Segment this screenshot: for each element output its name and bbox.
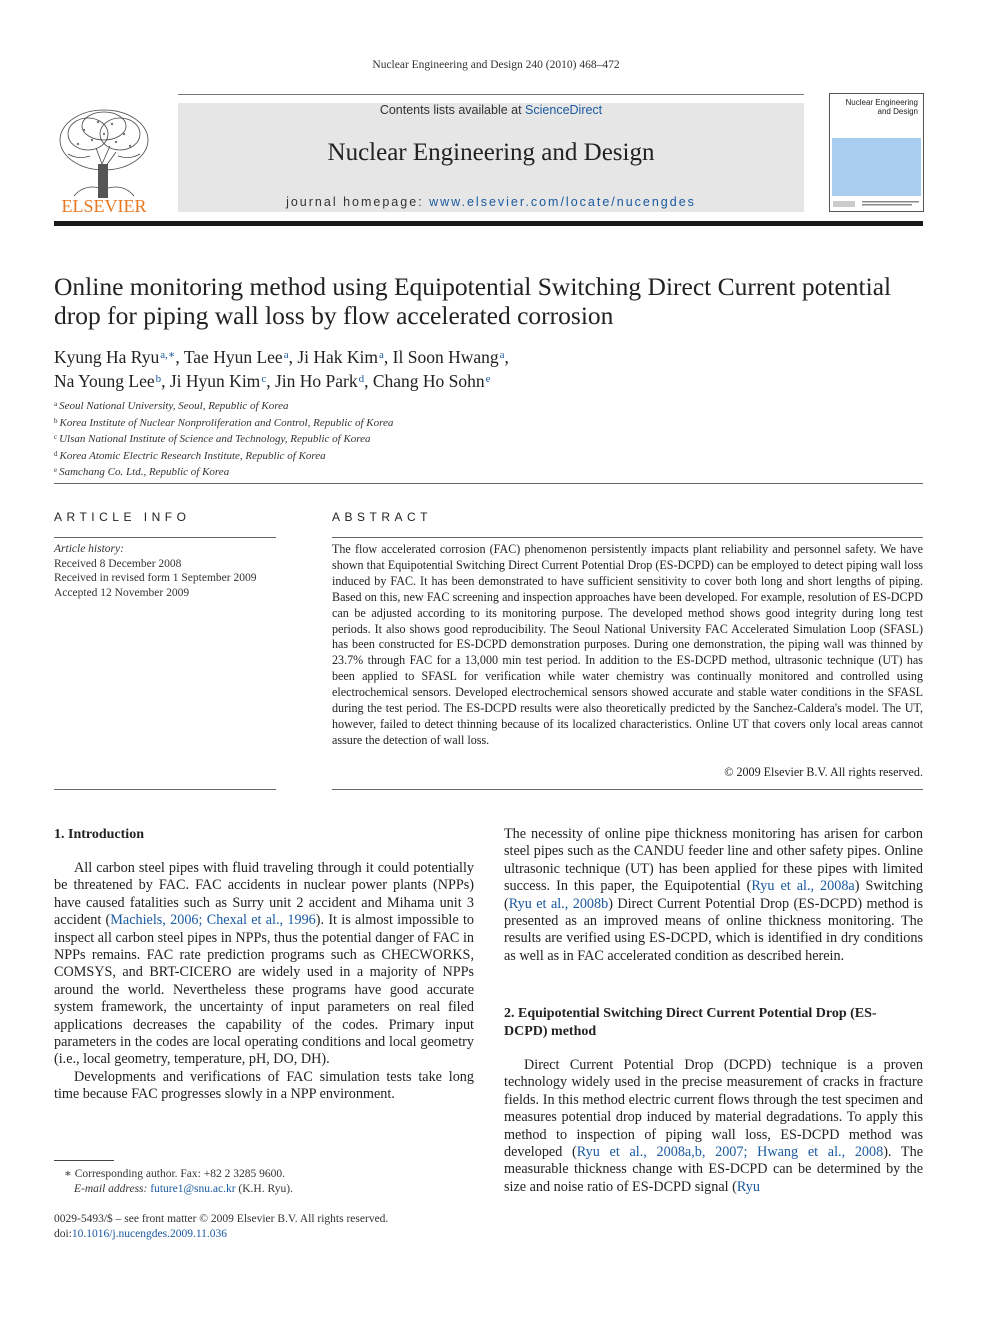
- received-date: Received 8 December 2008: [54, 557, 182, 570]
- affiliation-marker[interactable]: a: [379, 349, 384, 361]
- header-divider: [54, 221, 923, 226]
- citation-link[interactable]: Machiels, 2006; Chexal et al., 1996: [110, 912, 316, 929]
- section-1-continued: [504, 826, 923, 965]
- affiliation-key: a: [54, 400, 58, 408]
- citation-link[interactable]: Ryu et al., 2008a,b, 2007; Hwang et al., 2008: [576, 1144, 884, 1161]
- revised-date: Received in revised form 1 September 2009: [54, 572, 257, 584]
- doi-line: [54, 1227, 484, 1242]
- article-history: [54, 542, 276, 600]
- author: [54, 347, 175, 367]
- author: [373, 371, 491, 391]
- footnote-rule: [54, 1160, 114, 1161]
- affiliation-marker[interactable]: d: [358, 373, 365, 385]
- corresponding-author-footnote: [54, 1167, 484, 1196]
- author-name: Na Young Lee: [54, 371, 155, 391]
- author-name: Chang Ho Sohn: [372, 371, 485, 391]
- email-link[interactable]: future1@snu.ac.kr: [150, 1182, 236, 1195]
- affiliation-marker[interactable]: e: [485, 373, 491, 385]
- text-run: ). It is almost impossible to inspect all carbon steel pipes in NPPs, thus the potential danger of FAC in NPPs remains. FAC rate prediction programs such as CHECWORKS, COMSYS, and BRT-CICERO are widely used in a majority of NPPs around the world. Nevertheless these programs have good accurate system framework, the uncertainty of input parameters on real filed applications decreases the capability of the codes. Primary input parameters in the codes are local operating conditions and local geometry (i.e., local geometry, temperature, pH, DO, DH).: [54, 912, 474, 1068]
- affiliation-item: [54, 414, 754, 431]
- author: [184, 347, 289, 367]
- author: [54, 371, 161, 391]
- author-name: Tae Hyun Lee: [183, 347, 283, 367]
- author-name: Ji Hyun Kim: [169, 371, 261, 391]
- article-info-bottom-rule: [54, 789, 276, 790]
- author-name: Il Soon Hwang: [392, 347, 499, 367]
- affiliation-text: Samchang Co. Ltd., Republic of Korea: [59, 466, 230, 478]
- affiliation-item: [54, 430, 754, 447]
- author: [393, 347, 505, 367]
- text-run: ). The measurable thickness change with ES-DCPD can be determined by the size and noise ratio of ES-DCPD signal (: [504, 1144, 923, 1195]
- abstract-rule: [332, 537, 923, 538]
- text-run: Direct Current Potential Drop (DCPD) technique is a proven technology widely used in the precise measurement of cracks in fracture fields. In this method electric current flows through the test specimen and measures potential drop induced by material degradations. To apply this method to inspection of piping wall loss, ES-DCPD method was developed (: [504, 1057, 923, 1161]
- homepage-line: [178, 195, 804, 209]
- paragraph: [54, 860, 474, 1069]
- affiliation-text: Seoul National University, Seoul, Republic of Korea: [59, 400, 289, 412]
- affiliation-key: e: [54, 466, 58, 474]
- section-2-heading: 2. Equipotential Switching Direct Current Potential Drop (ES-DCPD) method: [504, 1006, 877, 1039]
- history-label: Article history:: [54, 543, 124, 555]
- paragraph: [504, 826, 923, 965]
- email-label: E-mail address:: [74, 1182, 151, 1195]
- citation-link[interactable]: Ryu: [736, 1178, 760, 1195]
- journal-banner: [178, 103, 804, 212]
- affiliation-item: [54, 447, 754, 464]
- text-run: All carbon steel pipes with fluid traveling through it could potentially be threatened by FAC. FAC accidents in nuclear power plants (NPPs) have caused fatalities such as Surry unit 2 accident and Mihama unit 3 accident (: [54, 860, 474, 929]
- homepage-prefix: journal homepage:: [286, 195, 430, 209]
- affiliation-text: Korea Institute of Nuclear Nonproliferation and Control, Republic of Korea: [59, 416, 394, 429]
- journal-cover-thumbnail[interactable]: [829, 93, 924, 212]
- text-run: ) Switching (: [504, 878, 923, 912]
- abstract-bottom-rule: [332, 789, 923, 790]
- abstract-text: The flow accelerated corrosion (FAC) phenomenon persistently impacts plant reliability and personnel safety. We have shown that Equipotential Switching Direct Current Potential Drop (ES-DCPD) can be employed to detect piping wall loss induced by FAC. It has been demonstrated to have sufficient sensitivity to cover both long and short lengths of piping. Based on this, new FAC screening and inspection approaches have been developed. For example, resolution of ES-DCPD can be adjusted according to its monitoring purpose. The developed method shows good integrity during long test periods. It also shows good reproducibility. The Seoul National University FAC Accelerated Simulation Loop (SFASL) has been constructed for ES-DCPD demonstration purposes. During one demonstration, the piping wall was thinned by 23.7% through FAC for a 13,000 min test period. In addition to the ES-DCPD method, ultrasonic technique (UT) has been applied to SFASL for verification while water chemistry was continually monitored and controlled using electrochemical sensors. Developed electrochemical sensors showed accurate and stable water conditions in the SFASL during the test period. The ES-DCPD results were also theoretically predicted by the Sanchez-Caldera's model. The UT, however, failed to detect thinning because of its localized characteristics. Online UT that covers only local areas cannot assure the detection of wall loss.: [332, 542, 923, 747]
- author-name: Ji Hak Kim: [297, 347, 379, 367]
- cover-image-area: [832, 138, 921, 196]
- article-info-rule: [54, 537, 276, 538]
- issn-line: 0029-5493/$ – see front matter © 2009 Elsevier B.V. All rights reserved.: [54, 1213, 389, 1225]
- doi-link[interactable]: 10.1016/j.nucengdes.2009.11.036: [71, 1227, 228, 1240]
- affiliation-text: Ulsan National Institute of Science and Technology, Republic of Korea: [59, 433, 371, 445]
- paragraph: [504, 1057, 923, 1196]
- journal-citation: Nuclear Engineering and Design 240 (2010) 468–472: [372, 59, 620, 71]
- author-name: Jin Ho Park: [274, 371, 358, 391]
- accepted-date: Accepted 12 November 2009: [54, 586, 190, 599]
- affiliation-item: [54, 463, 754, 480]
- affiliation-key: b: [54, 416, 58, 425]
- paragraph: Developments and verifications of FAC simulation tests take long time because FAC progresses slowly in a NPP environment.: [54, 1068, 474, 1103]
- author: [297, 347, 384, 367]
- article-title: Online monitoring method using Equipotential Switching Direct Current potential drop for piping wall loss by flow accelerated corrosion: [54, 272, 892, 330]
- elsevier-wordmark: ELSEVIER: [61, 196, 147, 216]
- affiliation-marker[interactable]: a: [283, 349, 289, 361]
- affiliation-text: Korea Atomic Electric Research Institute, Republic of Korea: [59, 449, 326, 462]
- elsevier-tree-icon: [54, 104, 154, 216]
- issn-block: [54, 1212, 484, 1241]
- author: [170, 371, 266, 391]
- author-list: Kyung Ha Ryu$^{a,∗}$, Tae Hyun Lee$^a$, Ji Hak Kim$^a$, Il Soon Hwang$^a$, Na Young Lee$^b$, Ji Hyun Kim$^c$, Jin Ho Park$^d$, Chang Ho Sohn$^e$: [54, 347, 509, 391]
- sciencedirect-link[interactable]: ScienceDirect: [525, 103, 603, 117]
- email-suffix: (K.H. Ryu).: [235, 1182, 293, 1195]
- copyright-line: © 2009 Elsevier B.V. All rights reserved.: [724, 765, 923, 779]
- section-1-body: [54, 860, 474, 1104]
- title-divider: [54, 483, 923, 484]
- author-name: Kyung Ha Ryu: [54, 347, 160, 367]
- author: [275, 371, 364, 391]
- email-line: [54, 1182, 484, 1197]
- journal-title: Nuclear Engineering and Design: [327, 139, 655, 166]
- article-info-heading: ARTICLE INFO: [54, 510, 191, 524]
- abstract-heading: ABSTRACT: [332, 510, 433, 524]
- affiliation-key: c: [54, 433, 58, 441]
- affiliation-list: [54, 397, 754, 480]
- text-run: The necessity of online pipe thickness monitoring has arisen for carbon steel pipes such as the CANDU feeder line and other safety pipes. Online ultrasonic technique (UT) has been applied for these pipes with limited success. In this paper, the Equipotential (: [504, 826, 923, 895]
- doi-prefix: doi:: [54, 1227, 72, 1240]
- contents-prefix: Contents lists available at: [379, 103, 526, 117]
- homepage-link[interactable]: www.elsevier.com/locate/nucengdes: [429, 195, 696, 209]
- affiliation-marker[interactable]: a: [499, 349, 505, 361]
- cover-footer-icon: [832, 199, 921, 209]
- citation-link[interactable]: Ryu et al., 2008b: [508, 895, 609, 912]
- affiliation-item: [54, 397, 754, 414]
- affiliation-marker[interactable]: b: [155, 373, 162, 385]
- affiliation-key: d: [54, 449, 58, 458]
- affiliation-marker[interactable]: a,∗: [160, 349, 176, 361]
- section-2-body: [504, 1057, 923, 1196]
- section-1-heading: 1. Introduction: [54, 827, 144, 842]
- banner-top-rule: [178, 94, 804, 95]
- text-run: ) Direct Current Potential Drop (ES-DCPD) method is presented as an improved means of online thickness monitoring. The results are verified using ES-DCPD, which is identified in dry conditions as well as in FAC accelerated condition as described herein.: [504, 895, 924, 964]
- contents-line: [178, 103, 804, 117]
- cover-title: Nuclear Engineering and Design: [845, 98, 918, 116]
- citation-link[interactable]: Ryu et al., 2008a: [751, 878, 855, 895]
- elsevier-logo: [54, 104, 154, 216]
- affiliation-marker[interactable]: c: [261, 373, 267, 385]
- corresponding-author: ∗ Corresponding author. Fax: +82 2 3285 9600.: [64, 1168, 285, 1180]
